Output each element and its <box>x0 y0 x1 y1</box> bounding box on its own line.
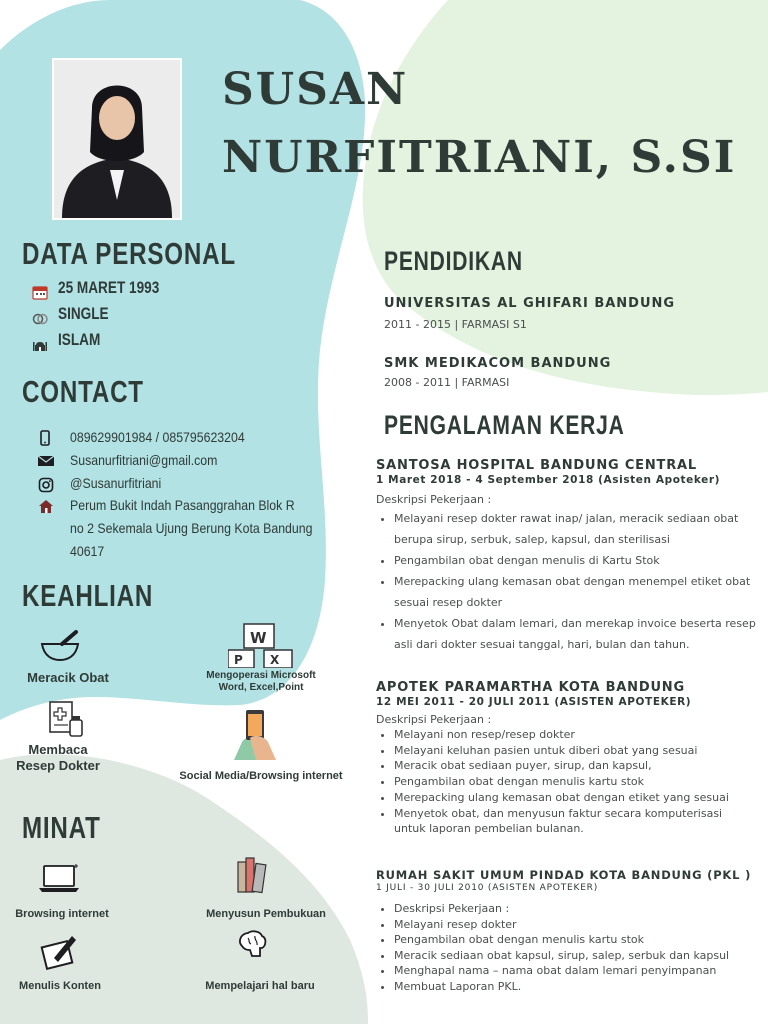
person-silhouette-icon <box>54 60 180 218</box>
education-school-2: SMK MEDIKACOM BANDUNG <box>384 356 612 371</box>
interest-label-menulis: Menulis Konten <box>19 980 101 992</box>
status-text: SINGLE <box>58 304 109 323</box>
mortar-pestle-icon <box>40 630 80 662</box>
job-2-date: 12 MEI 2011 - 20 JULI 2011 (ASISTEN APOTEKER) <box>376 696 692 708</box>
books-icon <box>236 856 268 894</box>
birthdate-text: 25 MARET 1993 <box>58 278 160 297</box>
svg-text:W: W <box>250 629 267 647</box>
education-school-1: UNIVERSITAS AL GHIFARI BANDUNG <box>384 296 676 311</box>
mosque-icon <box>32 336 48 352</box>
full-name <box>222 56 762 192</box>
list-item: • Menyetok obat, dan menyusun faktur secara komputerisasi untuk laporan pembelian bulanan. <box>394 806 756 837</box>
education-detail-2: 2008 - 2011 | FARMASI <box>384 376 510 389</box>
list-item: • Melayani non resep/resep dokter <box>394 727 756 743</box>
prescription-icon <box>48 700 84 738</box>
job-1-desc-label: Deskripsi Pekerjaan : <box>376 493 492 506</box>
skill-label-social: Social Media/Browsing internet <box>179 770 343 782</box>
job-1-date: 1 Maret 2018 - 4 September 2018 (Asisten Apoteker) <box>376 474 721 486</box>
contact-heading: CONTACT <box>22 374 144 409</box>
job-2-title: APOTEK PARAMARTHA KOTA BANDUNG <box>376 680 685 695</box>
skill-label-meracik: Meracik Obat <box>27 670 109 685</box>
writing-icon <box>40 932 78 970</box>
education-heading: PENDIDIKAN <box>384 246 523 276</box>
list-item: • Menyetok Obat dalam lemari, dan merekap invoice beserta resep asli dari dokter sesuai tanggal, hari, bulan dan tahun. <box>394 613 756 655</box>
email-text[interactable]: Susanurfitriani@gmail.com <box>70 452 218 468</box>
laptop-icon <box>38 862 80 894</box>
address-line-3: 40617 <box>70 543 105 559</box>
job-3-bullets <box>376 901 756 994</box>
list-item: • Pengambilan obat dengan menulis kartu stok <box>394 932 756 948</box>
instagram-icon <box>38 477 54 493</box>
address-text <box>70 494 312 563</box>
svg-text:P: P <box>234 653 243 667</box>
interest-label-pembukuan: Menyusun Pembukuan <box>206 908 326 920</box>
job-1-bullets <box>376 508 756 655</box>
home-icon <box>38 499 54 513</box>
job-1-title: SANTOSA HOSPITAL BANDUNG CENTRAL <box>376 458 697 473</box>
address-line-1: Perum Bukit Indah Pasanggrahan Blok R <box>70 497 295 513</box>
profile-photo <box>52 58 182 220</box>
skill-label-office: Mengoperasi Microsoft Word, Excel,Point <box>206 670 316 693</box>
list-item: • Pengambilan obat dengan menulis kartu stok <box>394 774 756 790</box>
interest-label-browsing: Browsing internet <box>15 908 109 920</box>
list-item: • Melayani resep dokter <box>394 917 756 933</box>
svg-text:X: X <box>270 653 280 667</box>
experience-heading: PENGALAMAN KERJA <box>384 410 625 440</box>
name-line-1: SUSAN <box>222 64 409 115</box>
job-2-bullets <box>376 727 756 837</box>
address-line-2: no 2 Sekemala Ujung Berung Kota Bandung <box>70 520 313 536</box>
smartphone-hand-icon <box>232 708 282 760</box>
phone-icon <box>38 430 52 446</box>
job-2 <box>376 680 756 837</box>
list-item: • Merepacking ulang kemasan obat dengan menempel etiket obat sesuai resep dokter <box>394 571 756 613</box>
brain-icon <box>236 928 268 960</box>
interest-label-mempelajari: Mempelajari hal baru <box>205 980 315 992</box>
list-item: • Menghapal nama – nama obat dalam lemari penyimpanan <box>394 963 756 979</box>
personal-heading: DATA PERSONAL <box>22 236 236 271</box>
skill-label-resep: Membaca Resep Dokter <box>16 742 100 773</box>
list-item: • Meracik obat sediaan puyer, sirup, dan kapsul, <box>394 758 756 774</box>
list-item: • Melayani resep dokter rawat inap/ jalan, meracik sediaan obat berupa sirup, serbuk, salep, kapsul, dan sterilisasi <box>394 508 756 550</box>
education-detail-1: 2011 - 2015 | FARMASI S1 <box>384 318 527 331</box>
interests-heading: MINAT <box>22 810 101 845</box>
list-item: • Pengambilan obat dengan menulis di Kartu Stok <box>394 550 756 571</box>
name-line-2: NURFITRIANI, S.SI <box>222 132 737 183</box>
list-item: • Membuat Laporan PKL. <box>394 979 756 995</box>
skills-heading: KEAHLIAN <box>22 578 154 613</box>
rings-icon <box>32 310 48 326</box>
job-2-desc-label: Deskripsi Pekerjaan : <box>376 713 492 726</box>
email-icon <box>37 454 55 468</box>
instagram-text[interactable]: @Susanurfitriani <box>70 475 162 491</box>
job-1 <box>376 458 756 655</box>
job-3-date: 1 JULI - 30 JULI 2010 (ASISTEN APOTEKER) <box>376 883 599 893</box>
phone-text[interactable]: 089629901984 / 085795623204 <box>70 429 245 445</box>
list-item: • Merepacking ulang kemasan obat dengan etiket yang sesuai <box>394 790 756 806</box>
office-apps-icon <box>228 622 294 668</box>
job-3-title: RUMAH SAKIT UMUM PINDAD KOTA BANDUNG (PKL ) <box>376 868 752 882</box>
list-item: • Deskripsi Pekerjaan : <box>394 901 756 917</box>
list-item: • Melayani keluhan pasien untuk diberi obat yang sesuai <box>394 743 756 759</box>
job-3 <box>376 868 756 994</box>
religion-text: ISLAM <box>58 330 101 349</box>
calendar-icon <box>32 284 48 300</box>
list-item: • Meracik sediaan obat kapsul, sirup, salep, serbuk dan kapsul <box>394 948 756 964</box>
